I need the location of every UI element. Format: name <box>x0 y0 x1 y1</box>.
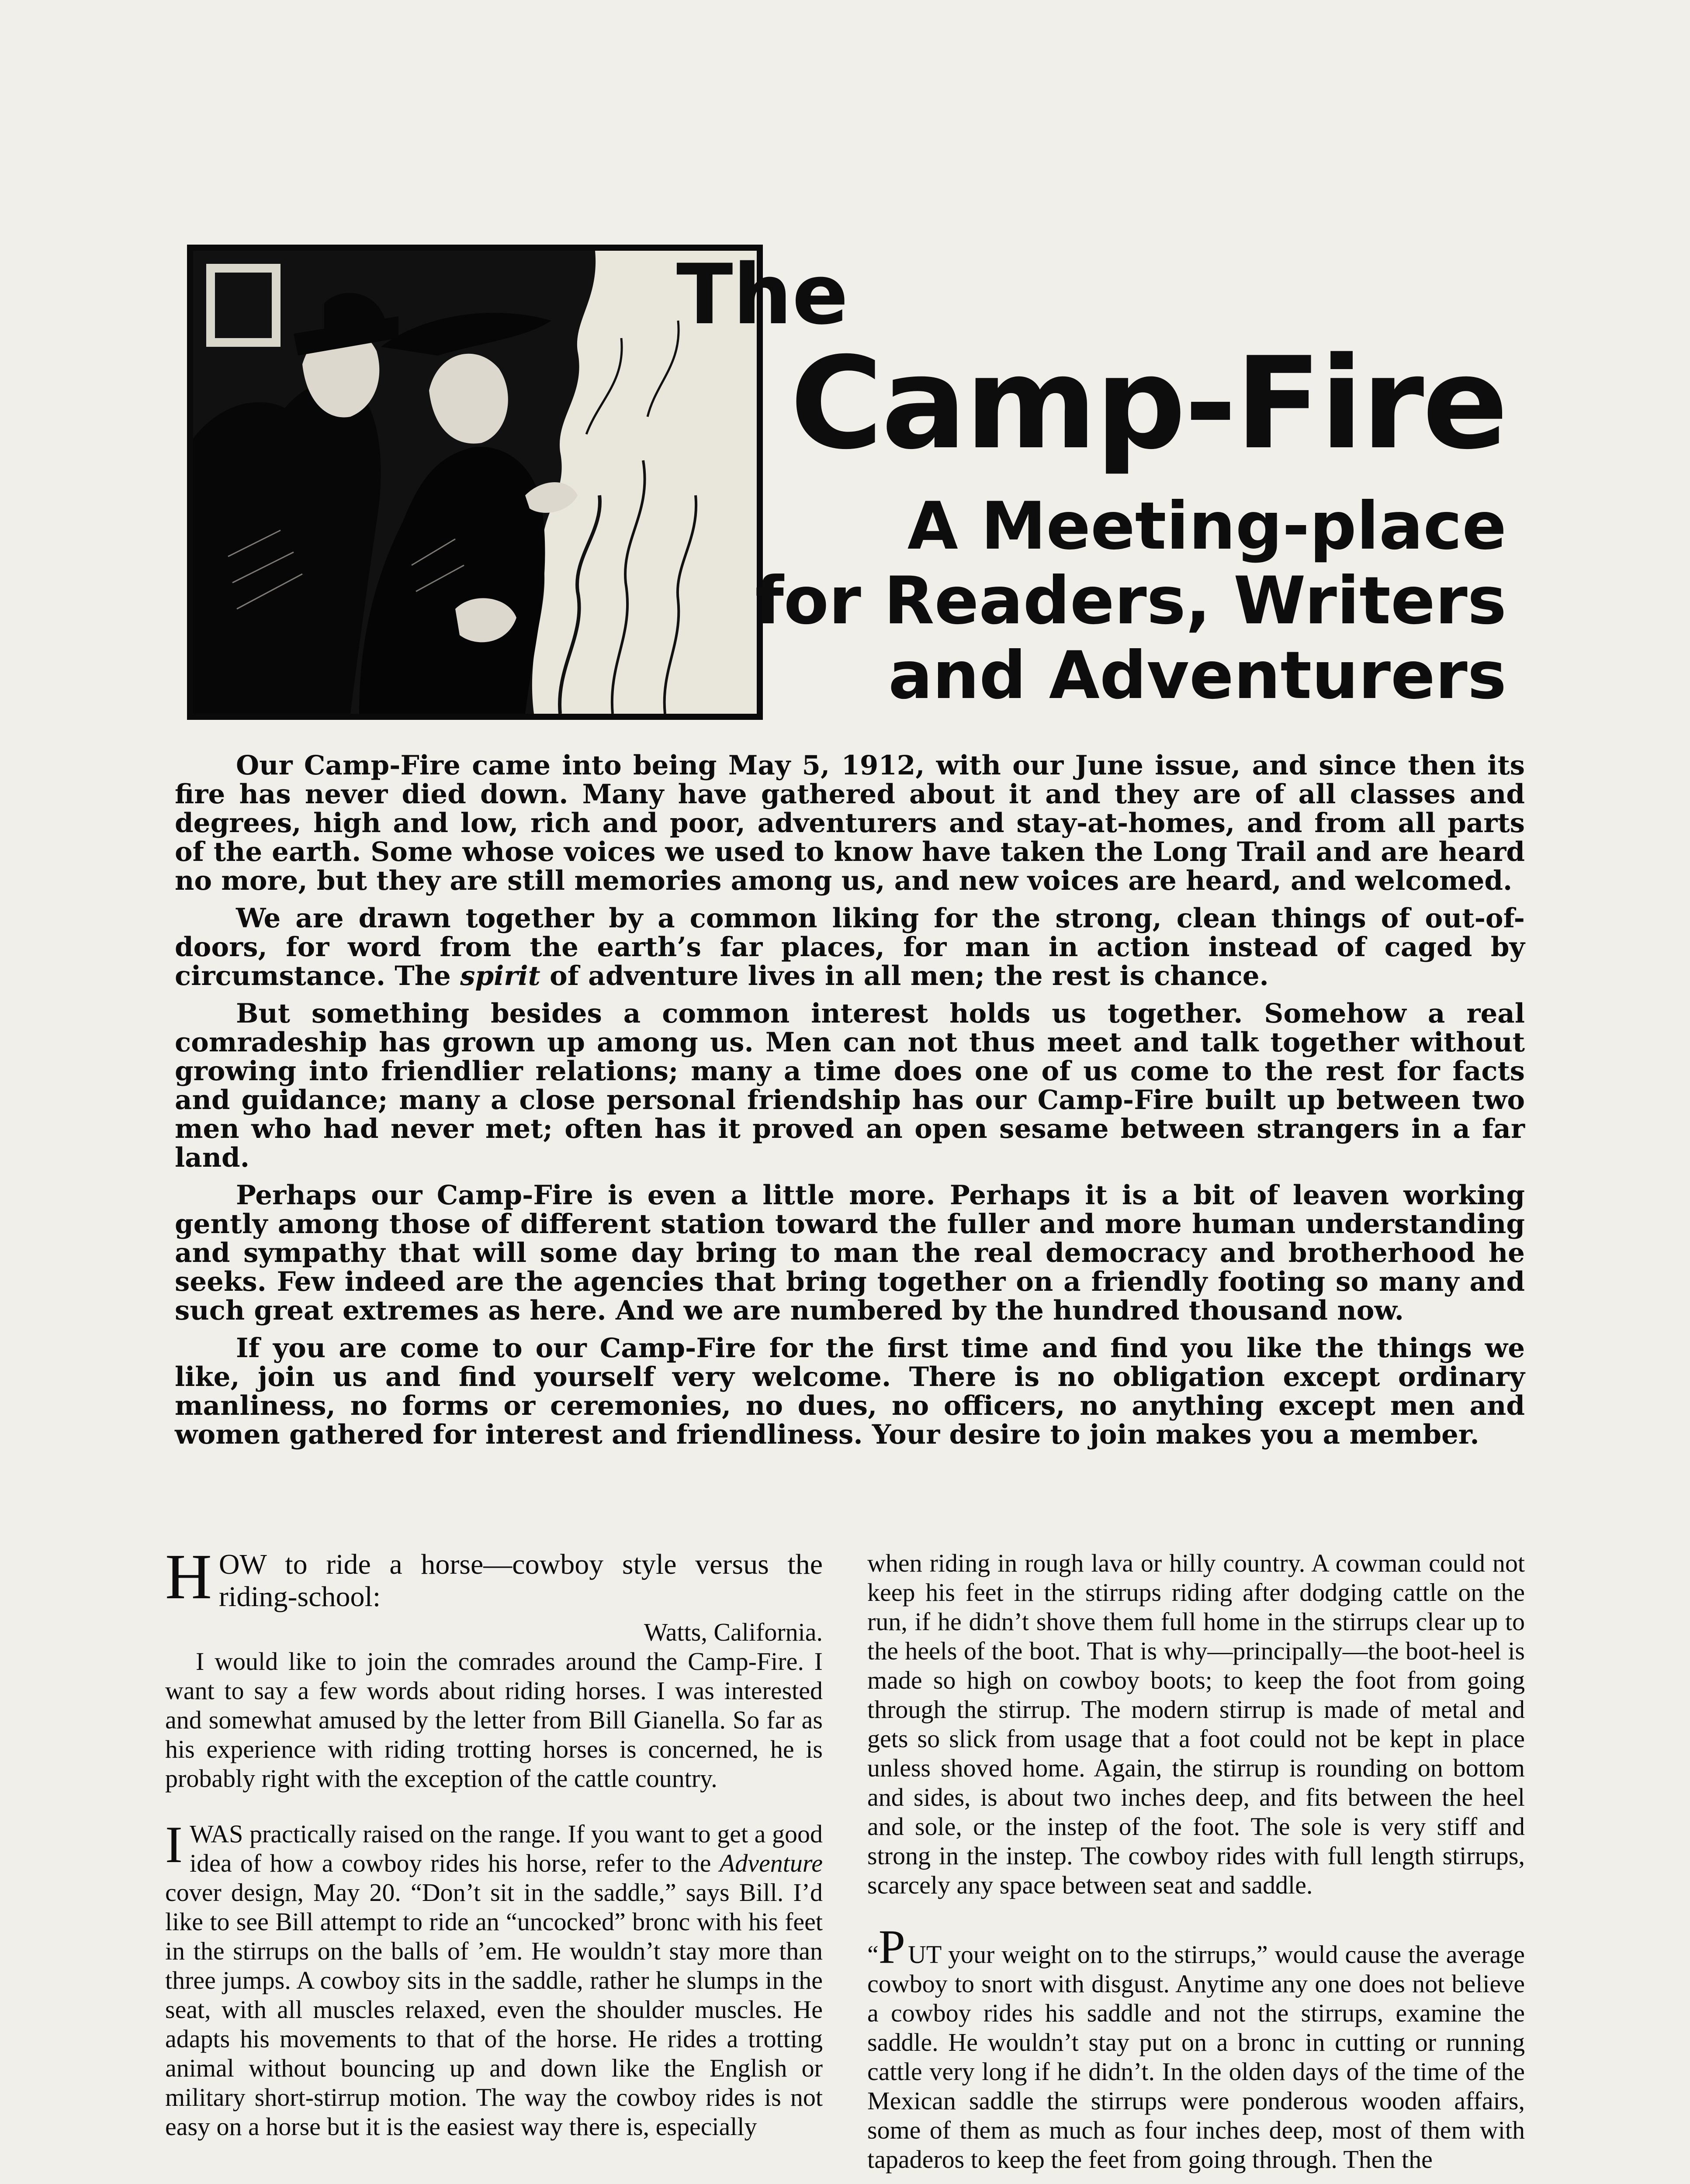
letter-emphasis: Adventure <box>719 1849 823 1877</box>
subtitle-line: for Readers, Writers <box>755 563 1506 639</box>
opening-quote: “ <box>867 1940 879 1969</box>
letter-place: Watts, California. <box>644 1618 823 1646</box>
drop-cap: H <box>165 1541 212 1613</box>
subtitle-line: A Meeting-place <box>907 488 1506 564</box>
letter-text: cover design, May 20. “Don’t sit in the saddle,” says Bill. I’d like to see Bill attempt to ride an “uncocked” bronc with his feet in the stirrups on the balls of ’em. He wouldn’t stay more than three jumps. A cowboy sits in the saddle, rather he slumps in the seat, with all muscles relaxed, even the shoulder muscles. He adapts his movements to that of the horse. He rides a trotting animal without bouncing up and down like the English or military short-stirrup motion. The way the cowboy rides is not easy on a horse but it is the easiest way there is, especially <box>165 1878 823 2141</box>
letter-text: WAS practically raised on the range. If you want to get a good idea of how a cowboy rides his horse, refer to the <box>189 1820 823 1877</box>
drop-cap: P <box>878 1920 905 1973</box>
intro-paragraph: If you are come to our Camp-Fire for the first time and find you like the things we like, join us and find yourself very welcome. There is no obligation except ordinary manliness, no forms or ceremonies, no dues, no officers, no anything except men and women gathered for interest and friendliness. Your desire to join makes you a member. <box>175 1333 1525 1450</box>
drop-cap: I <box>165 1815 183 1873</box>
intro-paragraph: Our Camp-Fire came into being May 5, 1912, with our June issue, and since then its fire has never died down. Many have gathered about it and they are of all classes and degrees, high and low, rich and poor, adventurers and stay-at-homes, and from all parts of the earth. Some whose voices we used to know have taken the Long Trail and are heard no more, but they are still memories among us, and new voices are heard, and welcomed. <box>175 750 1525 896</box>
intro-emphasis: spirit <box>460 961 540 992</box>
letter-paragraph <box>165 1815 823 2141</box>
intro-paragraph: Perhaps our Camp-Fire is even a little more. Perhaps it is a bit of leaven working gently among those of different station toward the fuller and more human understanding and sympathy that will some day bring to man the real democracy and brotherhood he seeks. Few indeed are the agencies that bring together on a friendly footing so many and such great extremes as here. And we are numbered by the hundred thousand now. <box>175 1180 1525 1326</box>
right-column <box>867 1548 1525 2174</box>
intro-text: We are drawn together by a common liking for the strong, clean things of out-of-doors, for word from the earth’s far places, for man in action instead of caged by circumstance. The <box>175 903 1525 992</box>
letter-paragraph: I would like to join the comrades around the Camp-Fire. I want to say a few words about riding horses. I was interested and somewhat amused by the letter from Bill Gianella. So far as his experience with riding trotting horses is concerned, he is probably right with the exception of the cattle country. <box>165 1647 823 1793</box>
letter-paragraph: when riding in rough lava or hilly country. A cowman could not keep his feet in the stirrups riding after dodging cattle on the run, if he didn’t shove them full home in the stirrups clear up to the heels of the boot. That is why—principally—the boot-heel is made so high on cowboy boots; to keep the foot from going through the stirrup. The modern stirrup is made of metal and gets so slick from usage that a foot could not be kept in place unless shoved home. Again, the stirrup is rounding on bottom and sides, is about two inches deep, and fits between the heel and sole, or the instep of the foot. The sole is very stiff and strong in the instep. The cowboy rides with full length stirrups, scarcely any space between seat and saddle. <box>867 1549 1525 1899</box>
letter-headline <box>165 1541 823 1613</box>
letter-headline-text: OW to ride a horse—cowboy style versus the riding-school: <box>218 1548 823 1613</box>
intro-text: of adventure lives in all men; the rest is chance. <box>540 961 1269 992</box>
letter-paragraph <box>867 1920 1525 2174</box>
campfire-illustration-drawing <box>193 251 757 714</box>
subtitle-line: and Adventurers <box>888 638 1506 714</box>
left-column <box>165 1541 823 2141</box>
page-title: Camp-Fire <box>790 330 1506 477</box>
intro-section <box>175 751 1525 1458</box>
letter-text: UT your weight on to the stirrups,” would cause the average cowboy to snort with disgust. Anytime any one does not believe a cowboy rides his saddle and not the stirrups, examine the saddle. He wouldn’t stay put on a bronc in cutting or running cattle very long if he didn’t. In the olden days of the time of the Mexican saddle the stirrups were ponderous wooden affairs, some of them as much as four inches deep, most of them with tapaderos to keep the feet from going through. Then the <box>867 1940 1525 2174</box>
subtitle <box>755 489 1506 713</box>
intro-paragraph: But something besides a common interest holds us together. Somehow a real comradeship has grown up among us. Men can not thus meet and talk together without growing into friendlier relations; many a time does one of us come to the rest for facts and guidance; many a close personal friendship has our Camp-Fire built up between two men who had never met; often has it proved an open sesame between strangers in a far land. <box>175 998 1525 1173</box>
title-small: The <box>676 246 848 343</box>
intro-paragraph <box>175 904 1525 991</box>
